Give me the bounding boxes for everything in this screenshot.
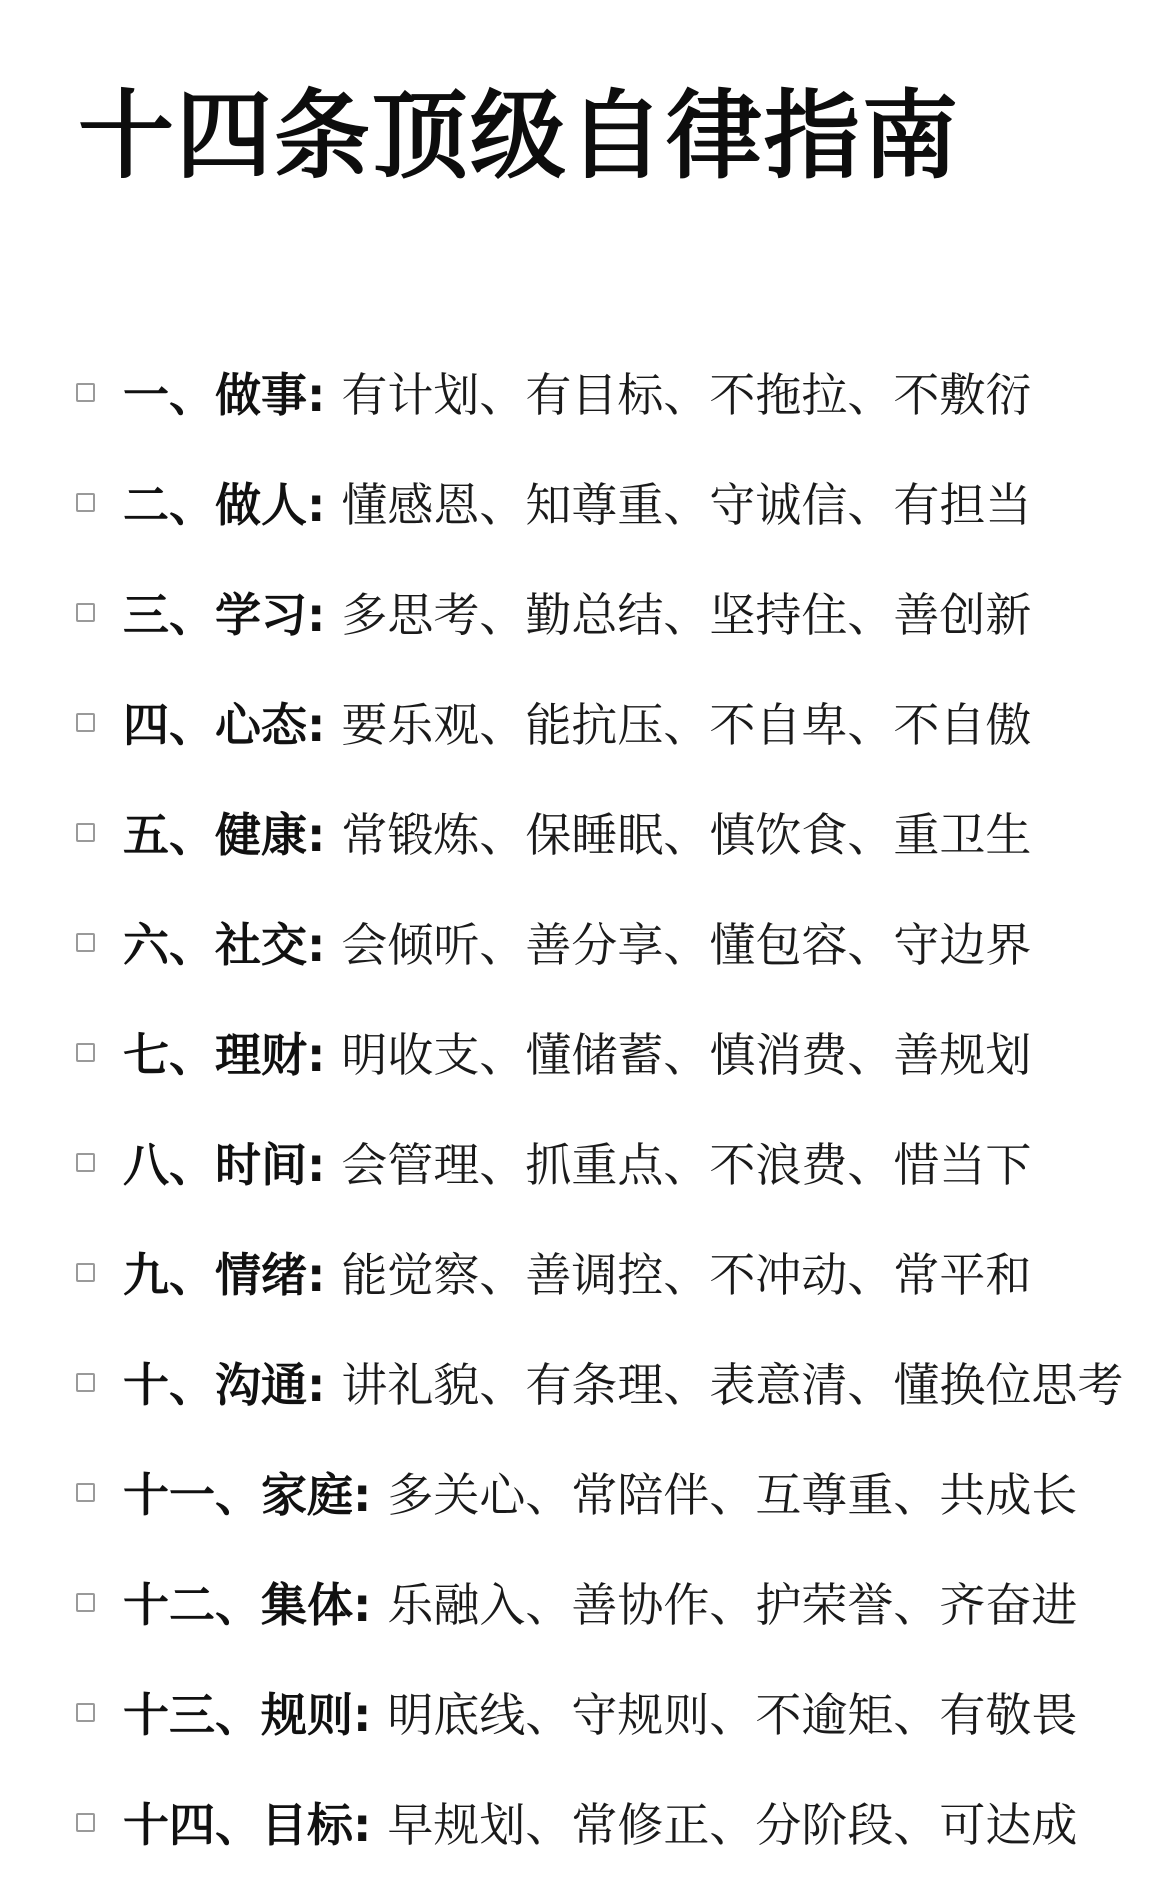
item-content: 多关心、常陪伴、互尊重、共成长 xyxy=(387,1468,1078,1522)
item-label: 十三、规则 xyxy=(123,1688,353,1742)
item-separator: : xyxy=(353,1688,372,1742)
checkbox[interactable] xyxy=(76,1483,95,1502)
item-label: 一、做事 xyxy=(123,368,307,422)
item-content: 多思考、勤总结、坚持住、善创新 xyxy=(341,588,1032,642)
checkbox[interactable] xyxy=(76,823,95,842)
item-separator: : xyxy=(307,368,326,422)
item-label: 十一、家庭 xyxy=(123,1468,353,1522)
list-item xyxy=(76,1440,1136,1550)
item-label: 十四、目标 xyxy=(123,1798,353,1852)
list-item xyxy=(76,1550,1136,1660)
item-label: 十二、集体 xyxy=(123,1578,353,1632)
item-content: 会倾听、善分享、懂包容、守边界 xyxy=(341,918,1032,972)
item-separator: : xyxy=(307,478,326,532)
item-separator: : xyxy=(307,808,326,862)
item-label: 十、沟通 xyxy=(123,1358,307,1412)
guide-list xyxy=(76,340,1136,1880)
item-label: 二、做人 xyxy=(123,478,307,532)
list-item xyxy=(76,670,1136,780)
checkbox[interactable] xyxy=(76,1373,95,1392)
item-content: 懂感恩、知尊重、守诚信、有担当 xyxy=(341,478,1032,532)
list-item xyxy=(76,890,1136,1000)
item-label: 九、情绪 xyxy=(123,1248,307,1302)
item-content: 乐融入、善协作、护荣誉、齐奋进 xyxy=(387,1578,1078,1632)
list-item xyxy=(76,560,1136,670)
list-item xyxy=(76,450,1136,560)
checkbox[interactable] xyxy=(76,713,95,732)
item-separator: : xyxy=(307,1138,326,1192)
item-label: 六、社交 xyxy=(123,918,307,972)
item-separator: : xyxy=(353,1468,372,1522)
item-content: 明收支、懂储蓄、慎消费、善规划 xyxy=(341,1028,1032,1082)
item-label: 七、理财 xyxy=(123,1028,307,1082)
item-separator: : xyxy=(307,1028,326,1082)
checkbox[interactable] xyxy=(76,933,95,952)
item-separator: : xyxy=(353,1578,372,1632)
list-item xyxy=(76,1110,1136,1220)
item-separator: : xyxy=(307,1248,326,1302)
item-separator: : xyxy=(307,1358,326,1412)
item-content: 早规划、常修正、分阶段、可达成 xyxy=(387,1798,1078,1852)
item-separator: : xyxy=(307,588,326,642)
checkbox[interactable] xyxy=(76,1593,95,1612)
page-title: 十四条顶级自律指南 xyxy=(78,80,960,192)
item-content: 常锻炼、保睡眠、慎饮食、重卫生 xyxy=(341,808,1032,862)
list-item xyxy=(76,1770,1136,1880)
item-content: 会管理、抓重点、不浪费、惜当下 xyxy=(341,1138,1032,1192)
checkbox[interactable] xyxy=(76,1043,95,1062)
list-item xyxy=(76,1330,1136,1440)
item-content: 讲礼貌、有条理、表意清、懂换位思考 xyxy=(341,1358,1124,1412)
list-item xyxy=(76,1220,1136,1330)
item-label: 五、健康 xyxy=(123,808,307,862)
item-content: 明底线、守规则、不逾矩、有敬畏 xyxy=(387,1688,1078,1742)
item-label: 三、学习 xyxy=(123,588,307,642)
item-separator: : xyxy=(353,1798,372,1852)
list-item xyxy=(76,780,1136,890)
item-content: 要乐观、能抗压、不自卑、不自傲 xyxy=(341,698,1032,752)
checkbox[interactable] xyxy=(76,383,95,402)
list-item xyxy=(76,1000,1136,1110)
checkbox[interactable] xyxy=(76,1703,95,1722)
item-content: 能觉察、善调控、不冲动、常平和 xyxy=(341,1248,1032,1302)
item-label: 四、心态 xyxy=(123,698,307,752)
checkbox[interactable] xyxy=(76,603,95,622)
item-content: 有计划、有目标、不拖拉、不敷衍 xyxy=(341,368,1032,422)
item-separator: : xyxy=(307,698,326,752)
item-label: 八、时间 xyxy=(123,1138,307,1192)
checkbox[interactable] xyxy=(76,1263,95,1282)
list-item xyxy=(76,1660,1136,1770)
list-item xyxy=(76,340,1136,450)
item-separator: : xyxy=(307,918,326,972)
checkbox[interactable] xyxy=(76,1813,95,1832)
checkbox[interactable] xyxy=(76,493,95,512)
checkbox[interactable] xyxy=(76,1153,95,1172)
